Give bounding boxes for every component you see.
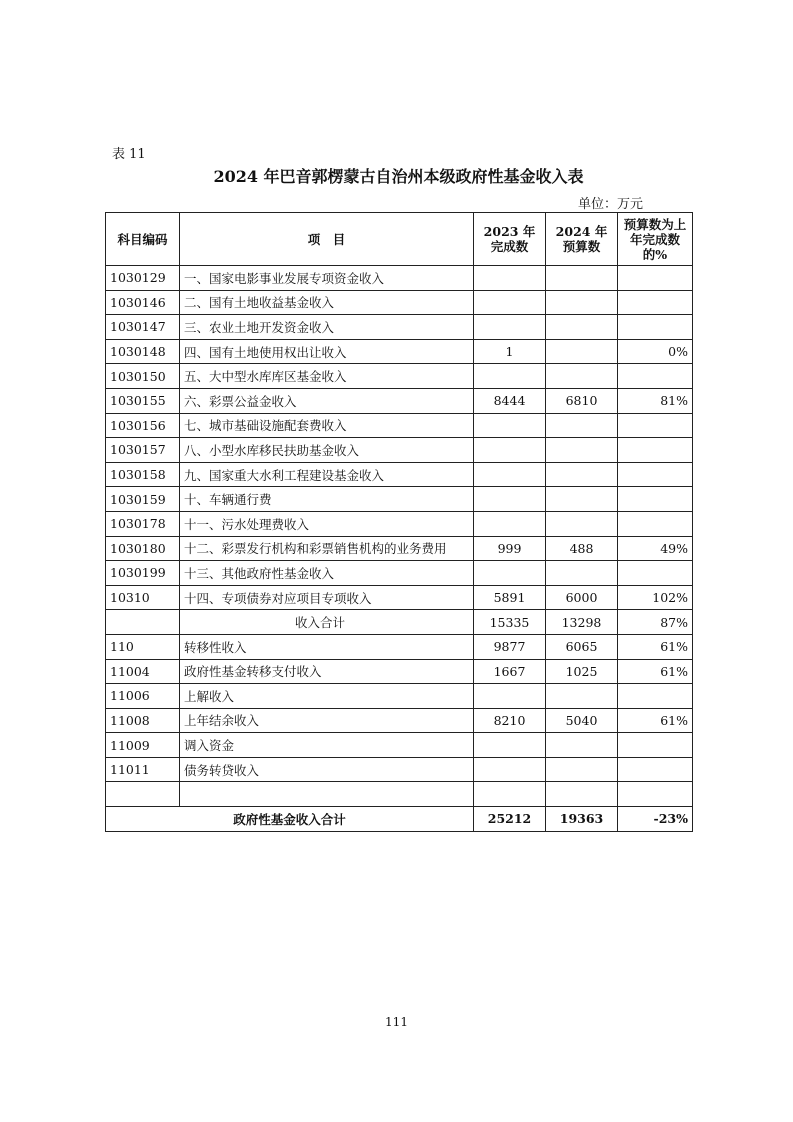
row-code: 11004 [106, 659, 180, 684]
row-2023-actual: 9877 [474, 634, 546, 659]
row-item: 收入合计 [180, 610, 474, 635]
unit-label: 单位：万元 [578, 197, 644, 212]
row-code: 1030146 [106, 290, 180, 315]
row-ratio [618, 413, 693, 438]
row-code: 1030129 [106, 266, 180, 291]
grand-total-2024: 19363 [546, 807, 618, 832]
row-ratio: 87% [618, 610, 693, 635]
row-2023-actual [474, 511, 546, 536]
row-code: 11006 [106, 684, 180, 709]
row-item: 调入资金 [180, 733, 474, 758]
table-row [106, 315, 693, 340]
header-item: 项 目 [180, 213, 474, 266]
table-row [106, 634, 693, 659]
row-ratio [618, 561, 693, 586]
row-2023-actual: 999 [474, 536, 546, 561]
table-row [106, 708, 693, 733]
row-ratio [618, 684, 693, 709]
row-ratio: 61% [618, 659, 693, 684]
row-2024-budget: 6000 [546, 585, 618, 610]
row-2023-actual [474, 733, 546, 758]
row-2023-actual: 1667 [474, 659, 546, 684]
row-ratio: 61% [618, 634, 693, 659]
table-row [106, 684, 693, 709]
table-row [106, 290, 693, 315]
row-item: 一、国家电影事业发展专项资金收入 [180, 266, 474, 291]
row-2024-budget: 5040 [546, 708, 618, 733]
row-2024-budget [546, 364, 618, 389]
grand-total-label: 政府性基金收入合计 [106, 807, 474, 832]
row-code: 1030147 [106, 315, 180, 340]
row-2023-actual [474, 462, 546, 487]
table-row [106, 339, 693, 364]
row-2024-budget: 6810 [546, 388, 618, 413]
row-item: 二、国有土地收益基金收入 [180, 290, 474, 315]
row-code: 11011 [106, 757, 180, 782]
row-ratio [618, 266, 693, 291]
row-item: 十一、污水处理费收入 [180, 511, 474, 536]
grand-total-2023: 25212 [474, 807, 546, 832]
row-item: 九、国家重大水利工程建设基金收入 [180, 462, 474, 487]
row-2023-actual [474, 438, 546, 463]
table-row [106, 487, 693, 512]
row-code: 1030157 [106, 438, 180, 463]
row-ratio [618, 733, 693, 758]
row-2024-budget [546, 757, 618, 782]
row-2024-budget: 488 [546, 536, 618, 561]
row-2023-actual: 8444 [474, 388, 546, 413]
grand-total-row [106, 807, 693, 832]
row-2024-budget [546, 782, 618, 807]
row-2023-actual [474, 487, 546, 512]
row-2024-budget [546, 413, 618, 438]
row-code: 10310 [106, 585, 180, 610]
row-item: 六、彩票公益金收入 [180, 388, 474, 413]
row-ratio [618, 782, 693, 807]
row-2024-budget [546, 684, 618, 709]
row-code: 1030199 [106, 561, 180, 586]
row-ratio: 81% [618, 388, 693, 413]
grand-total-ratio: -23% [618, 807, 693, 832]
row-ratio: 49% [618, 536, 693, 561]
row-ratio: 61% [618, 708, 693, 733]
row-item: 转移性收入 [180, 634, 474, 659]
header-ratio: 预算数为上年完成数的% [618, 213, 693, 266]
row-ratio [618, 462, 693, 487]
row-2024-budget [546, 339, 618, 364]
row-ratio [618, 511, 693, 536]
row-2023-actual: 5891 [474, 585, 546, 610]
row-code: 1030155 [106, 388, 180, 413]
row-2024-budget [546, 487, 618, 512]
row-code: 1030148 [106, 339, 180, 364]
table-row [106, 438, 693, 463]
row-item: 上年结余收入 [180, 708, 474, 733]
table-row [106, 733, 693, 758]
row-2023-actual [474, 290, 546, 315]
row-2023-actual [474, 315, 546, 340]
row-code: 1030158 [106, 462, 180, 487]
table-row [106, 364, 693, 389]
row-ratio [618, 315, 693, 340]
row-2024-budget [546, 561, 618, 586]
table-row [106, 585, 693, 610]
row-2024-budget [546, 290, 618, 315]
header-row [106, 213, 693, 266]
row-item: 债务转贷收入 [180, 757, 474, 782]
row-2024-budget: 6065 [546, 634, 618, 659]
row-2023-actual [474, 561, 546, 586]
row-2024-budget [546, 315, 618, 340]
header-code: 科目编码 [106, 213, 180, 266]
table-row [106, 388, 693, 413]
row-item: 政府性基金转移支付收入 [180, 659, 474, 684]
table-row [106, 266, 693, 291]
row-code: 1030150 [106, 364, 180, 389]
table-row [106, 511, 693, 536]
table-row [106, 757, 693, 782]
row-item: 八、小型水库移民扶助基金收入 [180, 438, 474, 463]
table-number: 表 11 [112, 147, 146, 162]
row-item: 十、车辆通行费 [180, 487, 474, 512]
row-code: 1030178 [106, 511, 180, 536]
table-row [106, 782, 693, 807]
row-code: 1030159 [106, 487, 180, 512]
row-item: 五、大中型水库库区基金收入 [180, 364, 474, 389]
row-2023-actual: 15335 [474, 610, 546, 635]
table-row [106, 536, 693, 561]
row-ratio [618, 438, 693, 463]
row-2024-budget [546, 438, 618, 463]
row-2023-actual [474, 266, 546, 291]
row-ratio [618, 364, 693, 389]
page-number: 111 [385, 1015, 408, 1029]
row-code: 110 [106, 634, 180, 659]
row-2023-actual [474, 757, 546, 782]
row-item: 十四、专项债券对应项目专项收入 [180, 585, 474, 610]
row-code: 1030180 [106, 536, 180, 561]
row-2024-budget: 1025 [546, 659, 618, 684]
row-code [106, 610, 180, 635]
row-2024-budget [546, 462, 618, 487]
row-2024-budget: 13298 [546, 610, 618, 635]
table-row [106, 462, 693, 487]
row-item: 上解收入 [180, 684, 474, 709]
row-ratio [618, 757, 693, 782]
row-item: 十三、其他政府性基金收入 [180, 561, 474, 586]
table-row [106, 610, 693, 635]
header-2024-budget: 2024 年预算数 [546, 213, 618, 266]
row-ratio [618, 290, 693, 315]
row-code: 1030156 [106, 413, 180, 438]
row-2024-budget [546, 733, 618, 758]
row-2023-actual: 1 [474, 339, 546, 364]
row-ratio: 102% [618, 585, 693, 610]
row-2024-budget [546, 511, 618, 536]
row-2023-actual [474, 782, 546, 807]
row-2023-actual [474, 364, 546, 389]
table-row [106, 413, 693, 438]
row-code [106, 782, 180, 807]
row-2023-actual: 8210 [474, 708, 546, 733]
row-2024-budget [546, 266, 618, 291]
row-2023-actual [474, 413, 546, 438]
row-2023-actual [474, 684, 546, 709]
fund-revenue-table [105, 212, 693, 832]
table-title: 2024 年巴音郭楞蒙古自治州本级政府性基金收入表 [213, 167, 584, 186]
table-row [106, 659, 693, 684]
row-code: 11008 [106, 708, 180, 733]
table-row [106, 561, 693, 586]
row-item: 四、国有土地使用权出让收入 [180, 339, 474, 364]
row-code: 11009 [106, 733, 180, 758]
header-2023-actual: 2023 年完成数 [474, 213, 546, 266]
row-item [180, 782, 474, 807]
row-item: 七、城市基础设施配套费收入 [180, 413, 474, 438]
row-item: 三、农业土地开发资金收入 [180, 315, 474, 340]
row-ratio [618, 487, 693, 512]
row-item: 十二、彩票发行机构和彩票销售机构的业务费用 [180, 536, 474, 561]
row-ratio: 0% [618, 339, 693, 364]
